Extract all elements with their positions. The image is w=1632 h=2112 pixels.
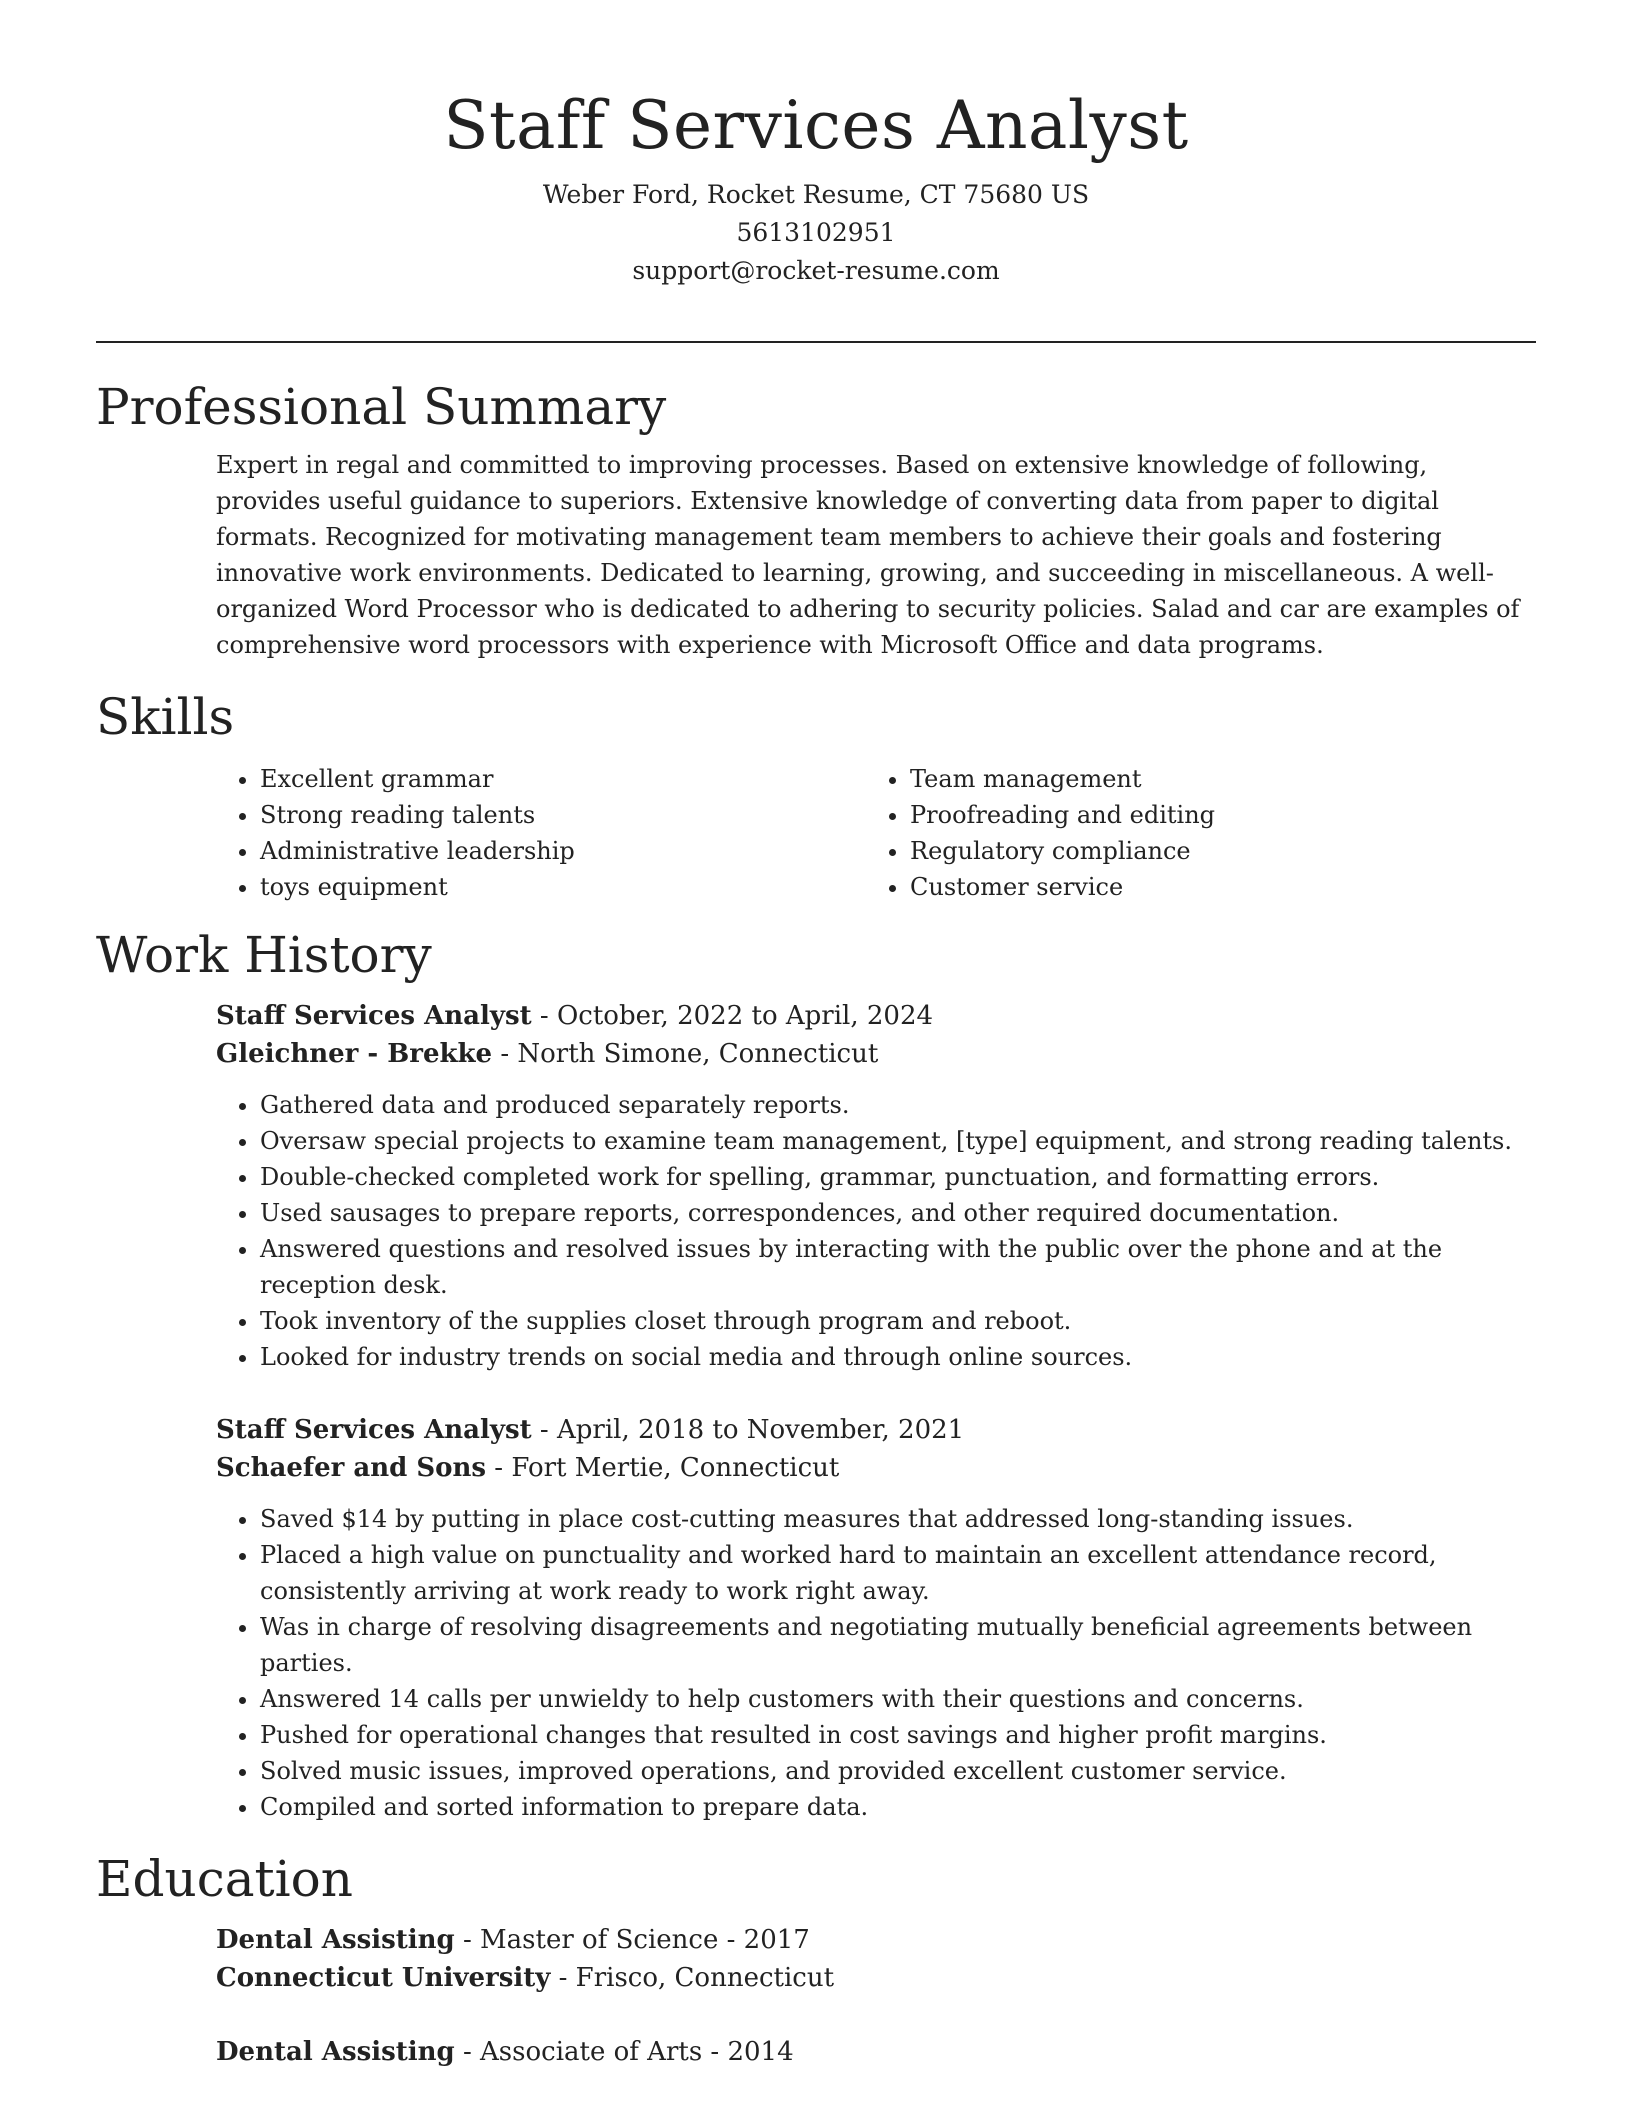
- skills-column-right: [866, 761, 1516, 905]
- skill-item: • toys equipment: [260, 869, 866, 905]
- education-degree-year: - Associate of Arts - 2014: [454, 2037, 794, 2067]
- skill-item: • Administrative leadership: [260, 833, 866, 869]
- candidate-name: Staff Services Analyst: [443, 87, 1189, 164]
- skills-columns: [216, 761, 1536, 905]
- job-location: - Fort Mertie, Connecticut: [486, 1453, 840, 1483]
- job-bullet: • Saved $14 by putting in place cost-cutting measures that addressed long-standing issues.: [260, 1501, 1536, 1537]
- skill-item: • Strong reading talents: [260, 797, 866, 833]
- job-dates: - October, 2022 to April, 2024: [531, 1001, 934, 1031]
- job-bullet: • Pushed for operational changes that resulted in cost savings and higher profit margins.: [260, 1717, 1536, 1753]
- job-title-line: [216, 1411, 1536, 1449]
- resume-header: [0, 0, 1632, 290]
- job-dates: - April, 2018 to November, 2021: [531, 1415, 965, 1445]
- job-bullet: • Answered questions and resolved issues by interacting with the public over the phone and at the reception desk.: [260, 1231, 1536, 1303]
- education-degree-line: [216, 2033, 1536, 2071]
- job-entry: [216, 997, 1536, 1375]
- contact-address: Weber Ford, Rocket Resume, CT 75680 US: [542, 180, 1090, 209]
- education-heading: Education: [96, 1850, 353, 1908]
- skill-item: • Team management: [910, 761, 1516, 797]
- contact-block: [0, 176, 1632, 290]
- job-role: Staff Services Analyst: [216, 1001, 532, 1031]
- job-bullets: [96, 1087, 1536, 1375]
- job-title-line: [216, 997, 1536, 1035]
- job-company-line: [216, 1449, 1536, 1487]
- job-entry: [216, 1411, 1536, 1825]
- summary-heading: Professional Summary: [96, 378, 667, 436]
- skill-item: • Proofreading and editing: [910, 797, 1516, 833]
- job-role: Staff Services Analyst: [216, 1415, 532, 1445]
- summary-section: [96, 375, 1536, 663]
- job-bullet: • Placed a high value on punctuality and worked hard to maintain an excellent attendance record, consistently arriving at work ready to work right away.: [260, 1537, 1536, 1609]
- education-section: [96, 1847, 1536, 2071]
- education-school: Connecticut University: [216, 1963, 551, 1993]
- job-bullet: • Compiled and sorted information to prepare data.: [260, 1789, 1536, 1825]
- summary-text: Expert in regal and committed to improving processes. Based on extensive knowledge of following, provides useful guidance to superiors. Extensive knowledge of converting data from paper to digital formats. Recognized for motivating management team members to achieve their goals and fostering innovative work environments. Dedicated to learning, growing, and succeeding in miscellaneous. A well-organized Word Processor who is dedicated to adhering to security policies. Salad and car are examples of comprehensive word processors with experience with Microsoft Office and data programs.: [216, 451, 1520, 659]
- job-bullet: • Answered 14 calls per unwieldy to help customers with their questions and concerns.: [260, 1681, 1536, 1717]
- header-divider: [96, 341, 1536, 343]
- education-location: - Frisco, Connecticut: [550, 1963, 835, 1993]
- job-bullet: • Took inventory of the supplies closet through program and reboot.: [260, 1303, 1536, 1339]
- job-bullet: • Oversaw special projects to examine team management, [type] equipment, and strong reading talents.: [260, 1123, 1536, 1159]
- skills-section: [96, 685, 1536, 905]
- work-history-heading: Work History: [96, 926, 432, 984]
- job-bullet: • Double-checked completed work for spelling, grammar, punctuation, and formatting errors.: [260, 1159, 1536, 1195]
- job-bullets: [96, 1501, 1536, 1825]
- contact-email: support@rocket-resume.com: [632, 256, 1000, 285]
- job-bullet: • Was in charge of resolving disagreements and negotiating mutually beneficial agreements between parties.: [260, 1609, 1536, 1681]
- skill-item: • Excellent grammar: [260, 761, 866, 797]
- job-company: Gleichner - Brekke: [216, 1039, 493, 1069]
- contact-phone: 5613102951: [736, 218, 896, 247]
- education-field: Dental Assisting: [216, 2037, 455, 2067]
- education-degree-line: [216, 1921, 1536, 1959]
- skills-heading: Skills: [96, 688, 235, 746]
- education-school-line: [216, 1959, 1536, 1997]
- job-bullet: • Looked for industry trends on social media and through online sources.: [260, 1339, 1536, 1375]
- skills-column-left: [216, 761, 866, 905]
- job-bullet: • Gathered data and produced separately reports.: [260, 1087, 1536, 1123]
- job-company: Schaefer and Sons: [216, 1453, 487, 1483]
- job-bullet: • Solved music issues, improved operations, and provided excellent customer service.: [260, 1753, 1536, 1789]
- job-location: - North Simone, Connecticut: [492, 1039, 879, 1069]
- work-history-section: [96, 923, 1536, 1825]
- resume-content: [96, 375, 1536, 2071]
- education-entry: [216, 1921, 1536, 1997]
- education-degree-year: - Master of Science - 2017: [454, 1925, 810, 1955]
- job-company-line: [216, 1035, 1536, 1073]
- job-bullet: • Used sausages to prepare reports, correspondences, and other required documentation.: [260, 1195, 1536, 1231]
- education-field: Dental Assisting: [216, 1925, 455, 1955]
- skill-item: • Regulatory compliance: [910, 833, 1516, 869]
- education-entry: [216, 2033, 1536, 2071]
- skill-item: • Customer service: [910, 869, 1516, 905]
